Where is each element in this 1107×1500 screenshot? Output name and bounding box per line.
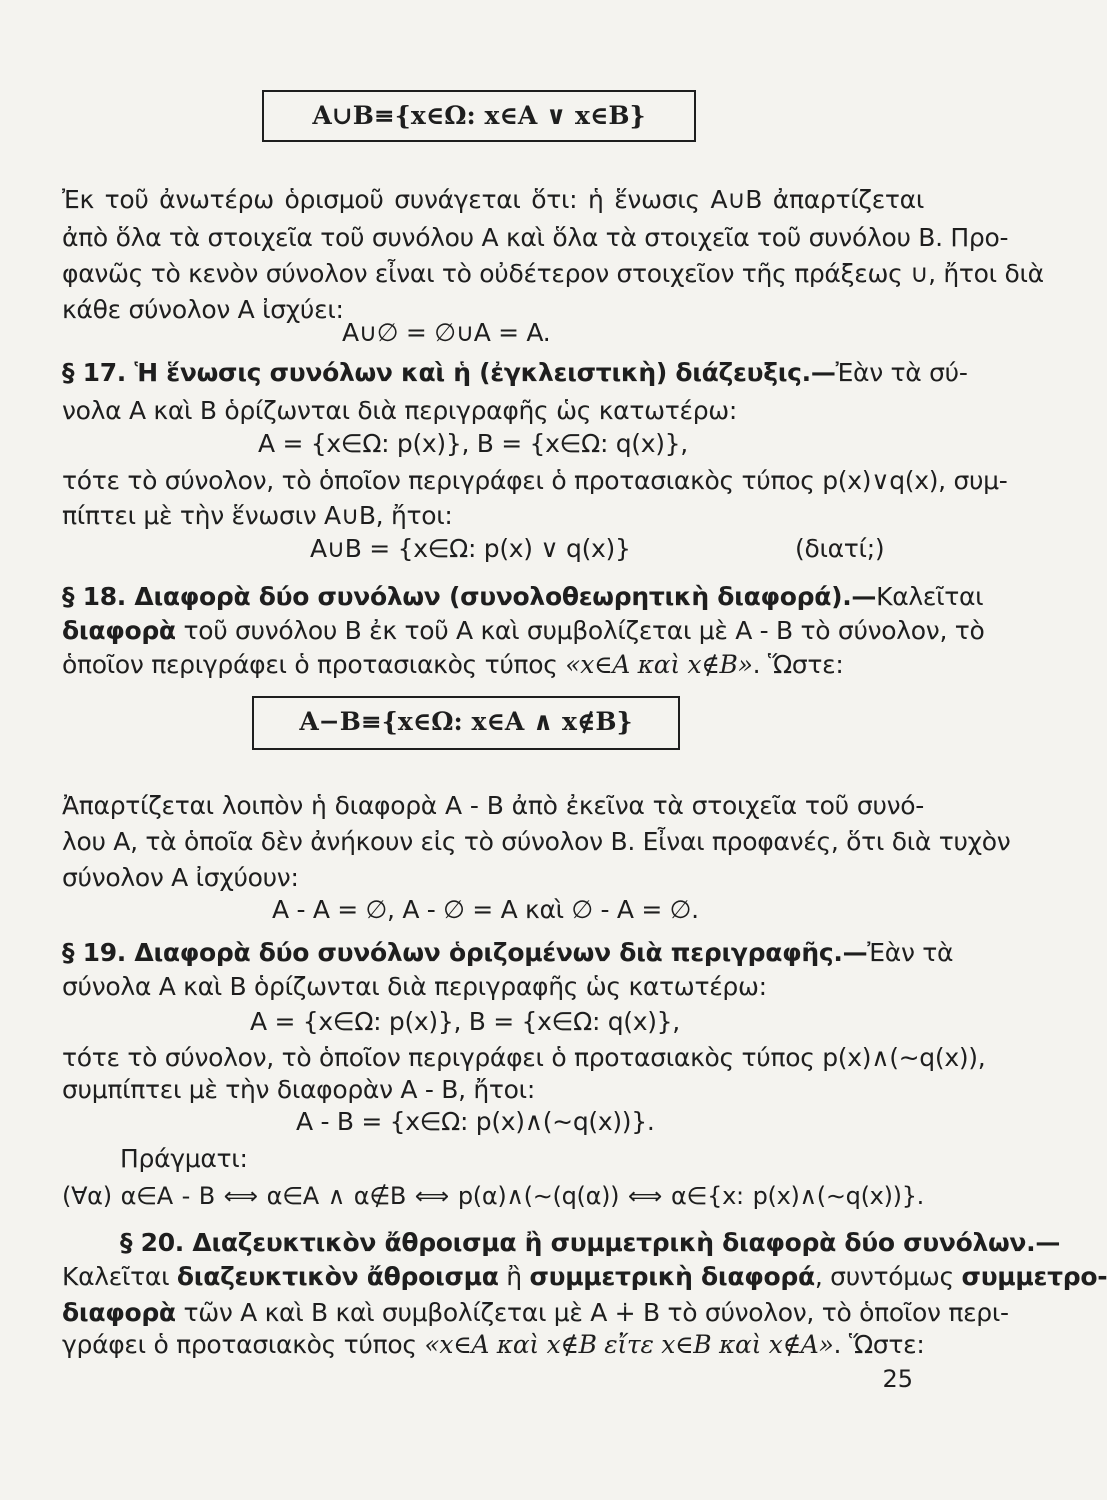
paragraph-line: τότε τὸ σύνολον, τὸ ὁποῖον περιγράφει ὁ προτασιακὸς τύπος p(x)∧(∼q(x)),	[62, 1043, 986, 1072]
paragraph-line: φανῶς τὸ κενὸν σύνολον εἶναι τὸ οὐδέτερον στοιχεῖον τῆς πράξεως ∪, ἤτοι διὰ	[62, 259, 1044, 288]
paragraph-line: νολα A καὶ B ὁρίζωνται διὰ περιγραφῆς ὡς κατωτέρω:	[62, 396, 738, 425]
union-definition-box: A∪B≡{x∈Ω: x∈A ∨ x∈B}	[262, 90, 696, 142]
formula-note: (διατί;)	[795, 534, 885, 563]
formula-sets-definition: A = {x∈Ω: p(x)}, B = {x∈Ω: q(x)},	[250, 1007, 680, 1036]
paragraph-line: λου A, τὰ ὁποῖα δὲν ἀνήκουν εἰς τὸ σύνολον B. Εἶναι προφανές, ὅτι διὰ τυχὸν	[62, 827, 1011, 856]
paragraph-line: Καλεῖται διαζευκτικὸν ἄθροισμα ἢ συμμετρικὴ διαφορά, συντόμως συμμετρο-	[62, 1262, 1107, 1291]
formula-union-description: A∪B = {x∈Ω: p(x) ∨ q(x)}	[310, 534, 631, 563]
paragraph-line: πίπτει μὲ τὴν ἕνωσιν A∪B, ἤτοι:	[62, 501, 453, 530]
paragraph-line: διαφορὰ τοῦ συνόλου B ἐκ τοῦ A καὶ συμβολίζεται μὲ A - B τὸ σύνολον, τὸ	[62, 616, 985, 645]
section-18-heading: § 18. Διαφορὰ δύο συνόλων (συνολοθεωρητικὴ διαφορά).—	[62, 582, 877, 611]
paragraph-line: σύνολα A καὶ B ὁρίζωνται διὰ περιγραφῆς ὡς κατωτέρω:	[62, 972, 767, 1001]
paragraph-line: ὁποῖον περιγράφει ὁ προτασιακὸς τύπος «x∈A καὶ x∉B». Ὥστε:	[62, 650, 844, 679]
formula-empty-set-union: A∪∅ = ∅∪A = A.	[342, 318, 551, 347]
section-19-heading-line: § 19. Διαφορὰ δύο συνόλων ὁριζομένων διὰ περιγραφῆς.—Ἐὰν τὰ	[62, 938, 954, 967]
section-17-heading-line: § 17. Ἡ ἕνωσις συνόλων καὶ ἡ (ἐγκλειστικὴ) διάζευξις.—Ἐὰν τὰ σύ-	[62, 358, 968, 387]
paragraph-line: τότε τὸ σύνολον, τὸ ὁποῖον περιγράφει ὁ προτασιακὸς τύπος p(x)∨q(x), συμ-	[62, 466, 1008, 495]
paragraph-line: σύνολον A ἰσχύουν:	[62, 863, 299, 892]
formula-proof-chain: (∀α) α∈A - B ⟺ α∈A ∧ α∉B ⟺ p(α)∧(∼(q(α)) ⟺ α∈{x: p(x)∧(∼q(x))}.	[62, 1182, 924, 1210]
section-17-heading: § 17. Ἡ ἕνωσις συνόλων καὶ ἡ (ἐγκλειστικὴ) διάζευξις.—	[62, 358, 836, 387]
paragraph-line: Ἐκ τοῦ ἀνωτέρω ὁρισμοῦ συνάγεται ὅτι: ἡ ἕνωσις A∪B ἀπαρτίζεται	[62, 185, 924, 214]
paragraph-line: συμπίπτει μὲ τὴν διαφορὰν A - B, ἤτοι:	[62, 1075, 535, 1104]
formula-difference-properties: A - A = ∅, A - ∅ = A καὶ ∅ - A = ∅.	[272, 895, 699, 924]
paragraph-line: κάθε σύνολον A ἰσχύει:	[62, 295, 344, 324]
formula-sets-definition: A = {x∈Ω: p(x)}, B = {x∈Ω: q(x)},	[258, 429, 688, 458]
paragraph-line: Πράγματι:	[120, 1144, 248, 1173]
section-20-heading: § 20. Διαζευκτικὸν ἄθροισμα ἢ συμμετρικὴ διαφορὰ δύο συνόλων.—	[120, 1228, 1061, 1257]
difference-definition-box: A−B≡{x∈Ω: x∈A ∧ x∉B}	[252, 696, 680, 750]
formula-difference-description: A - B = {x∈Ω: p(x)∧(∼q(x))}.	[296, 1107, 655, 1136]
section-20-heading-line	[120, 1224, 1061, 1262]
paragraph-line: Ἀπαρτίζεται λοιπὸν ἡ διαφορὰ A - B ἀπὸ ἐκεῖνα τὰ στοιχεῖα τοῦ συνό-	[62, 791, 924, 820]
page-number: 25	[882, 1365, 913, 1393]
paragraph-line: γράφει ὁ προτασιακὸς τύπος «x∈A καὶ x∉B εἴτε x∈B καὶ x∉A». Ὥστε:	[62, 1330, 925, 1359]
paragraph-line: διαφορὰ τῶν A καὶ B καὶ συμβολίζεται μὲ A ∔ B τὸ σύνολον, τὸ ὁποῖον περι-	[62, 1298, 1009, 1327]
section-18-heading-line: § 18. Διαφορὰ δύο συνόλων (συνολοθεωρητικὴ διαφορά).—Καλεῖται	[62, 582, 984, 611]
paragraph-line: ἀπὸ ὅλα τὰ στοιχεῖα τοῦ συνόλου A καὶ ὅλα τὰ στοιχεῖα τοῦ συνόλου B. Προ-	[62, 223, 1009, 252]
section-19-heading: § 19. Διαφορὰ δύο συνόλων ὁριζομένων διὰ περιγραφῆς.—	[62, 938, 868, 967]
